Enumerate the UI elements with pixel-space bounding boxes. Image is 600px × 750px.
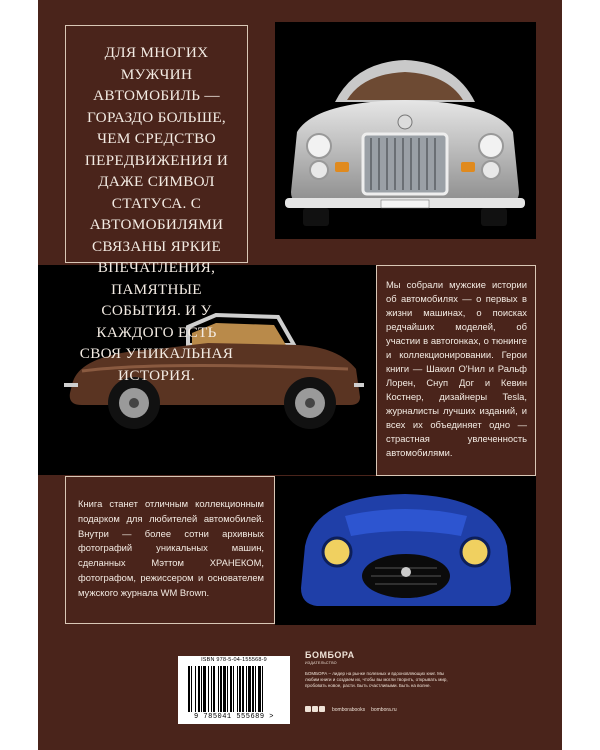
barcode-bars — [188, 666, 284, 712]
publisher-links — [305, 706, 397, 714]
isbn-label: ISBN 978-5-04-155568-9 — [201, 657, 267, 663]
stories-text: Мы собрали мужские истории об автомобилях — о первых в жизни машинах, о поисках редчайших моделей, об участии в автогонках, о тюнинге и коллекционировании. Герои книги — Шакил О'Нил и Ральф Лорен, Снуп Дог и Кевин Костнер, дизайнеры Tesla, журналисты лучших изданий, и всех их объединяет одно — страстная увлеченность автомобилями. — [386, 279, 527, 458]
publisher-block — [305, 650, 525, 713]
social-icon-1 — [305, 706, 311, 712]
publisher-subtitle: ИЗДАТЕЛЬСТВО — [305, 661, 337, 665]
barcode — [178, 656, 290, 724]
publisher-description: БОМБОРА – лидер на рынке полезных и вдохновляющих книг. Мы любим книги и создаем их, чтобы вы могли творить, открывать мир, пробовать новое, расти. Быть счастливыми. Быть на волне. — [305, 671, 448, 688]
social-icon-2 — [312, 706, 318, 712]
intro-text: ДЛЯ МНОГИХ МУЖЧИН АВТОМОБИЛЬ — ГОРАЗДО БОЛЬШЕ, ЧЕМ СРЕДСТВО ПЕРЕДВИЖЕНИЯ И ДАЖЕ СИМВОЛ СТАТУСА. С АВТОМОБИЛЯМИ СВЯЗАНЫ ЯРКИЕ ВПЕЧАТЛЕНИЯ, ПАМЯТНЫЕ СОБЫТИЯ. И У КАЖДОГО ЕСТЬ СВОЯ УНИКАЛЬНАЯ ИСТОРИЯ. — [79, 44, 234, 384]
social-icons — [305, 706, 326, 714]
gift-text-box — [65, 476, 275, 624]
stories-text-box — [376, 265, 536, 476]
publisher-logo-name: БОМБОРА — [305, 650, 355, 660]
social-icon-3 — [319, 706, 325, 712]
photo-blue-maserati — [275, 476, 536, 625]
intro-text-box — [65, 25, 248, 384]
publisher-social-handle: bomborabooks — [332, 707, 366, 713]
publisher-website: bombora.ru — [371, 707, 397, 713]
barcode-digits: 9 785041 555689 > — [194, 713, 274, 721]
gift-text: Книга станет отличным коллекционным подарком для любителей автомобилей. Внутри — более сотни архивных фотографий уникальных машин, сделанных Мэттом ХРАНЕКОМ, фотографом, режиссером и основателем мужского журнала WM Brown. — [78, 498, 264, 598]
photo-silver-mercedes — [275, 22, 536, 239]
